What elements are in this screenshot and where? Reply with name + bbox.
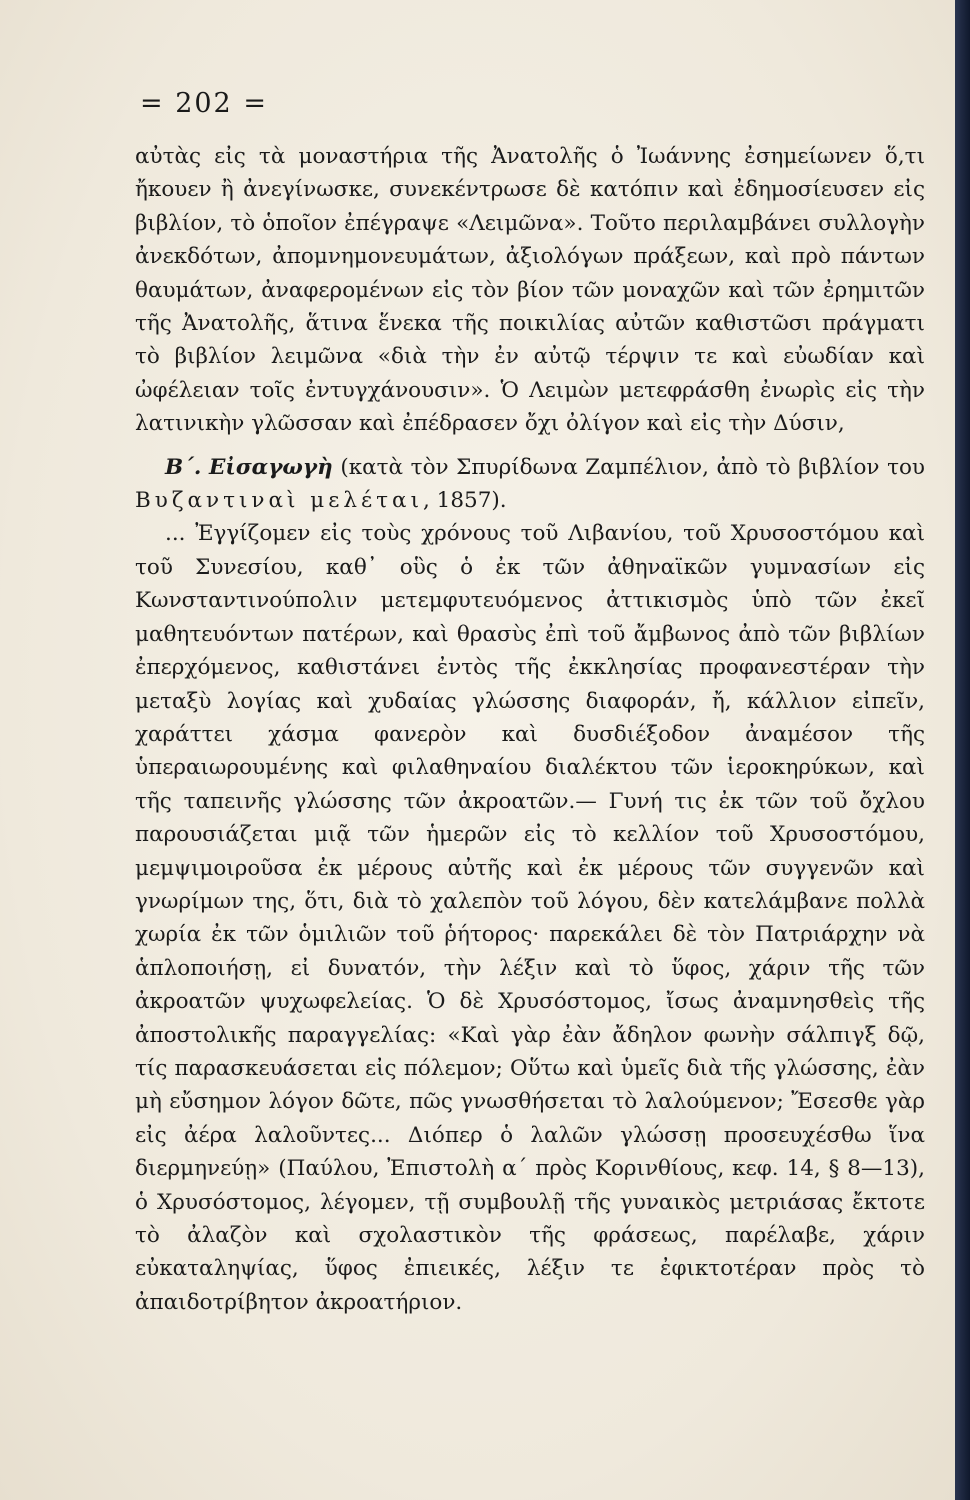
section-attribution-after: , 1857). — [423, 488, 507, 514]
section-b-heading — [135, 451, 925, 518]
book-title: Βυζαντιναὶ μελέται — [135, 488, 424, 514]
section-number: Β΄. — [165, 454, 202, 480]
main-paragraph: ... Ἐγγίζομεν εἰς τοὺς χρόνους τοῦ Λιβανίου, τοῦ Χρυσοστόμου καὶ τοῦ Συνεσίου, καθ᾽ οὓς ὁ ἐκ τῶν ἀθηναϊκῶν γυμνασίων εἰς Κωνσταντινούπολιν μετεμφυτευόμενος ἀττικισμὸς ὑπὸ τῶν ἐκεῖ μαθητευόντων πατέρων, καὶ θρασὺς ἐπὶ τοῦ ἄμβωνος ἀπὸ τῶν βιβλίων ἐπερχόμενος, καθιστάνει ἐντὸς τῆς ἐκκλησίας προφανεστέραν τὴν μεταξὺ λογίας καὶ χυδαίας γλώσσης διαφοράν, ἤ, κάλλιον εἰπεῖν, χαράττει χάσμα φανερὸν καὶ δυσδιέξοδον ἀναμέσον τῆς ὑπεραιωρουμένης καὶ φιλαθηναίου διαλέκτου τῶν ἱεροκηρύκων, καὶ τῆς ταπεινῆς γλώσσης τῶν ἀκροατῶν.— Γυνή τις ἐκ τῶν τοῦ ὄχλου παρουσιάζεται μιᾷ τῶν ἡμερῶν εἰς τὸ κελλίον τοῦ Χρυσοστόμου, μεμψιμοιροῦσα ἐκ μέρους αὐτῆς καὶ ἐκ μέρους τῶν συγγενῶν καὶ γνωρίμων της, ὅτι, διὰ τὸ χαλεπὸν τοῦ λόγου, δὲν κατελάμβανε πολλὰ χωρία ἐκ τῶν ὁμιλιῶν τοῦ ῥήτορος· παρεκάλει δὲ τὸν Πατριάρχην νὰ ἁπλοποιήσῃ, εἰ δυνατόν, τὴν λέξιν καὶ τὸ ὕφος, χάριν τῆς τῶν ἀκροατῶν ψυχωφελείας. Ὁ δὲ Χρυσόστομος, ἴσως ἀναμνησθεὶς τῆς ἀποστολικῆς παραγγελίας: «Καὶ γὰρ ἐὰν ἄδηλον φωνὴν σάλπιγξ δῷ, τίς παρασκευάσεται εἰς πόλεμον; Οὕτω καὶ ὑμεῖς διὰ τῆς γλώσσης, ἐὰν μὴ εὔσημον λόγον δῶτε, πῶς γνωσθήσεται τὸ λαλούμενον; Ἔσεσθε γὰρ εἰς ἀέρα λαλοῦντες... Διόπερ ὁ λαλῶν γλώσσῃ προσευχέσθω ἵνα διερμηνεύῃ» (Παύλου, Ἐπιστολὴ α΄ πρὸς Κορινθίους, κεφ. 14, § 8—13), ὁ Χρυσόστομος, λέγομεν, τῇ συμβουλῇ τῆς γυναικὸς μετριάσας ἔκτοτε τὸ ἀλαζὸν καὶ σχολαστικὸν τῆς φράσεως, παρέλαβε, χάριν εὐκαταληψίας, ὕφος ἐπιεικές, λέξιν τε ἐφικτοτέραν πρὸς τὸ ἀπαιδοτρίβητον ἀκροατήριον. — [135, 521, 925, 1315]
section-spacer — [135, 441, 925, 451]
intro-paragraph: αὐτὰς εἰς τὰ μοναστήρια τῆς Ἀνατολῆς ὁ Ἰωάννης ἐσημείωνεν ὅ,τι ἤκουεν ἢ ἀνεγίνωσκε, συνεκέντρωσε δὲ κατόπιν καὶ ἐδημοσίευσεν εἰς βιβλίον, τὸ ὁποῖον ἐπέγραψε «Λειμῶνα». Τοῦτο περιλαμβάνει συλλογὴν ἀνεκδότων, ἀπομνημονευμάτων, ἀξιολόγων πράξεων, καὶ πρὸ πάντων θαυμάτων, ἀναφερομένων εἰς τὸν βίον τῶν μοναχῶν καὶ τῶν ἐρημιτῶν τῆς Ἀνατολῆς, ἅτινα ἕνεκα τῆς ποικιλίας αὐτῶν καθιστῶσι πράγματι τὸ βιβλίον λειμῶνα «διὰ τὴν ἐν αὐτῷ τέρψιν τε καὶ εὐωδίαν καὶ ὠφέλειαν τοῖς ἐντυγχάνουσιν». Ὁ Λειμὼν μετεφράσθη ἐνωρὶς εἰς τὴν λατινικὴν γλῶσσαν καὶ ἐπέδρασεν ὄχι ὀλίγον καὶ εἰς τὴν Δύσιν, — [135, 144, 925, 437]
section-title: Εἰσαγωγὴ — [209, 454, 333, 480]
page-number: = 202 = — [140, 88, 268, 119]
section-attribution-before: (κατὰ τὸν Σπυρίδωνα Ζαμπέλιον, ἀπὸ τὸ βιβλίον του — [332, 454, 925, 480]
page-body — [135, 140, 925, 1319]
book-binding-edge — [955, 0, 970, 1500]
